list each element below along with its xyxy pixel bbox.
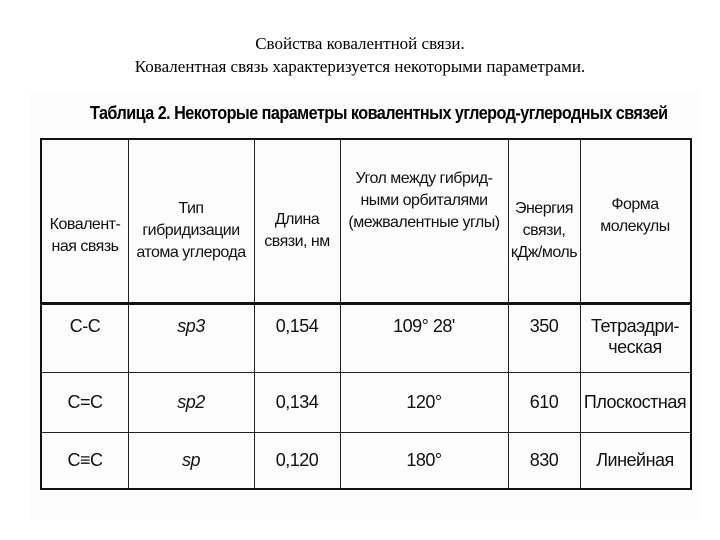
slide-title-line-1: Свойства ковалентной связи. <box>255 34 465 53</box>
header-length: Длина связи, нм <box>264 211 330 250</box>
row-3-hybridization: sp <box>181 449 200 470</box>
properties-table <box>40 138 692 490</box>
header-energy: Энергия связи, кДж/моль <box>510 200 578 261</box>
row-2-hybridization: sp2 <box>177 391 205 412</box>
row-2-angle: 120° <box>406 391 442 412</box>
header-angle: Угол между гибрид-ными орбиталями (межвалентные углы) <box>348 170 500 231</box>
row-2-bond: C=C <box>67 391 103 412</box>
header-bond: Ковалент-ная связь <box>49 216 121 255</box>
table-caption: Таблица 2. Некоторые параметры ковалентных углерод-углеродных связей <box>90 103 668 123</box>
header-shape: Форма молекулы <box>600 196 670 235</box>
header-hybridization: Тип гибридизации атома углерода <box>136 200 246 261</box>
row-3-shape: Линейная <box>596 449 674 470</box>
row-1-angle: 109° 28' <box>393 316 455 336</box>
slide-title <box>0 32 720 78</box>
row-1-energy: 350 <box>529 316 559 336</box>
row-3-length: 0,120 <box>275 449 319 470</box>
row-1-bond: C-C <box>69 316 101 336</box>
row-3-angle: 180° <box>406 449 442 470</box>
row-1-length: 0,154 <box>275 316 319 336</box>
row-2-shape: Плоскостная <box>583 391 687 412</box>
row-2-energy: 610 <box>529 391 559 412</box>
slide-title-line-2: Ковалентная связь характеризуется некоторыми параметрами. <box>134 57 586 76</box>
row-2-length: 0,134 <box>275 391 319 412</box>
row-3-bond: C≡C <box>67 449 103 470</box>
row-1-shape: Тетраэдри-ческая <box>590 316 679 357</box>
row-1-hybridization: sp3 <box>177 316 205 336</box>
row-3-energy: 830 <box>529 449 559 470</box>
